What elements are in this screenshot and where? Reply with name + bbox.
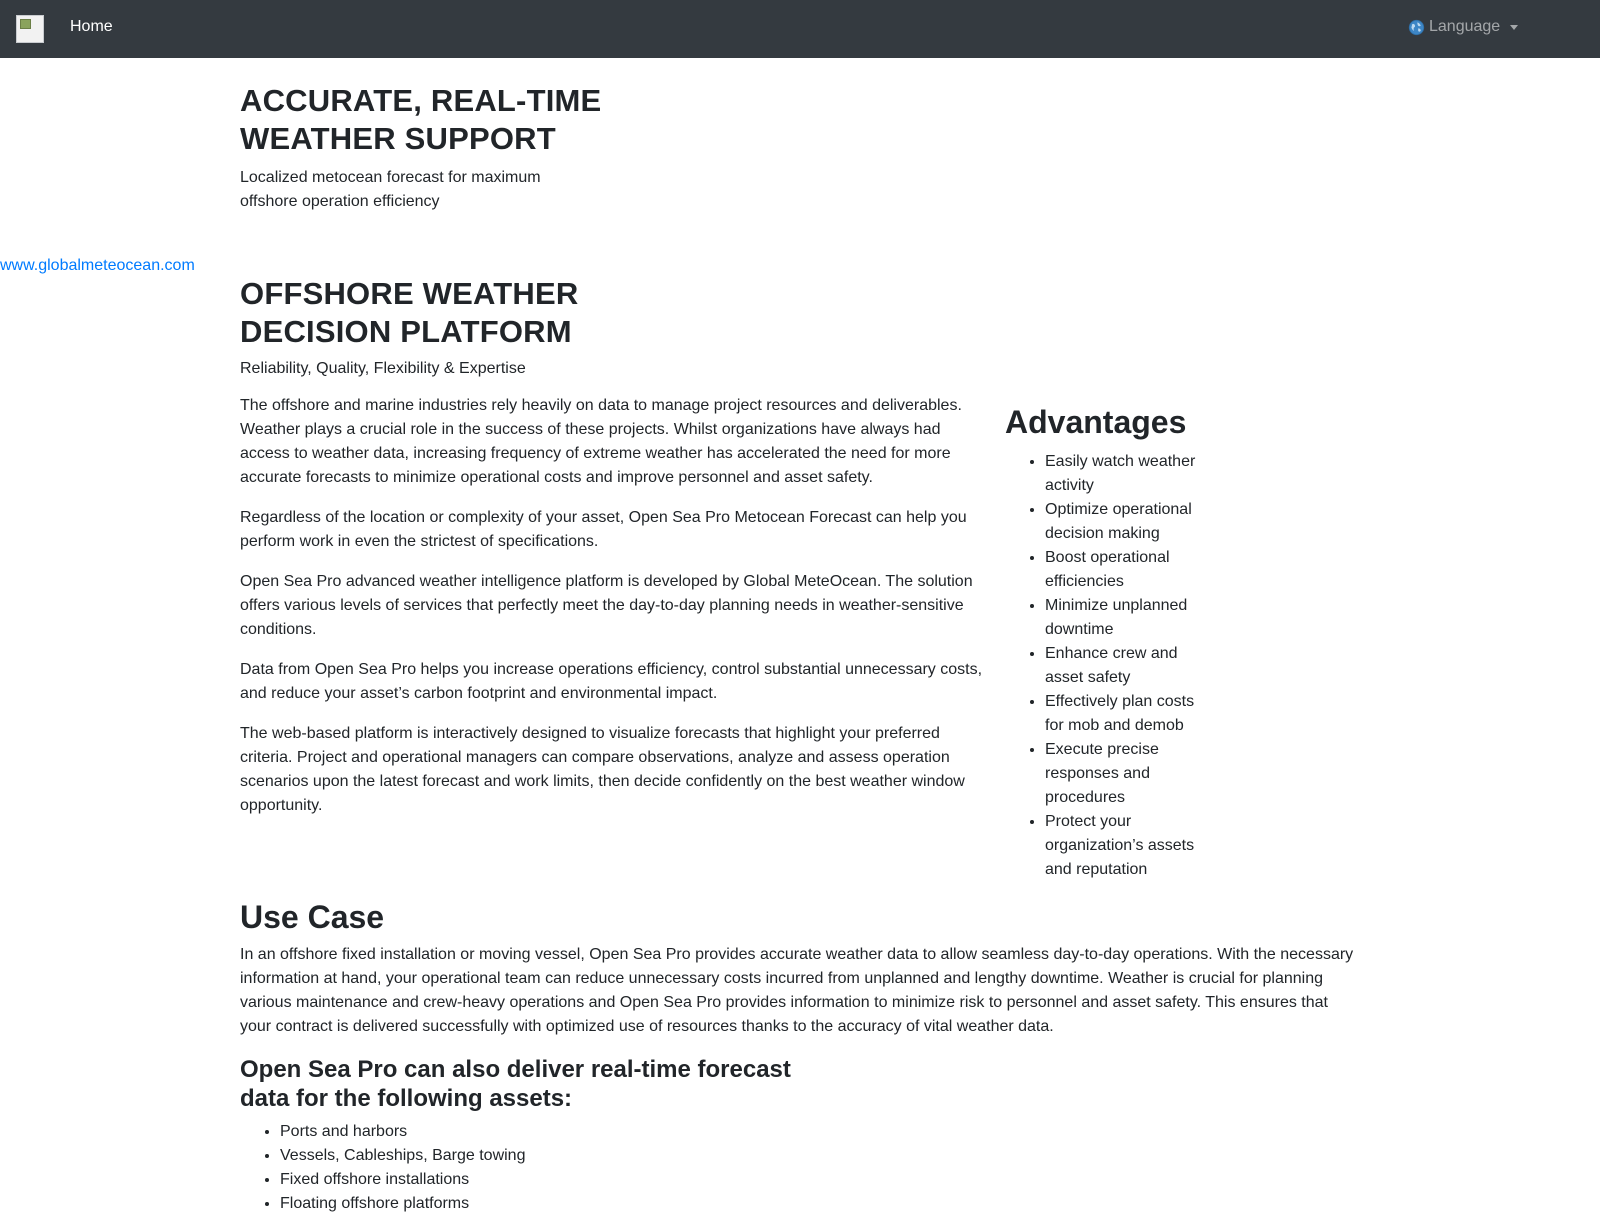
hero-subtitle	[240, 166, 541, 214]
hero-title-line1: ACCURATE, REAL-TIME	[240, 83, 602, 118]
list-item: • Optimize operational decision making	[1045, 498, 1205, 546]
list-item: • Enhance crew and asset safety	[1045, 642, 1205, 690]
website-link[interactable]: www.globalmeteocean.com	[0, 257, 195, 274]
hero-title-line2: WEATHER SUPPORT	[240, 121, 556, 156]
chevron-down-icon	[1510, 25, 1518, 30]
language-dropdown[interactable]	[1408, 18, 1518, 36]
advantages-list	[1005, 450, 1205, 882]
platform-title-line2: DECISION PLATFORM	[240, 314, 572, 349]
platform-title-line1: OFFSHORE WEATHER	[240, 276, 579, 311]
platform-title	[240, 275, 578, 351]
paragraph: Open Sea Pro advanced weather intelligence platform is developed by Global MeteOcean. The solution offers various levels of services that perfectly meet the day-to-day planning needs in weather-sensitive conditions.	[240, 573, 973, 638]
hero-subtitle-line1: Localized metocean forecast for maximum	[240, 169, 541, 186]
list-item: • Fixed offshore installations	[280, 1168, 525, 1192]
language-label: Language	[1429, 18, 1501, 35]
assets-title-line1: Open Sea Pro can also deliver real-time forecast	[240, 1056, 791, 1083]
nav-home-link[interactable]: Home	[70, 18, 113, 35]
top-navbar	[0, 0, 1600, 58]
list-item: • Boost operational efficiencies	[1045, 546, 1205, 594]
hero-subtitle-line2: offshore operation efficiency	[240, 193, 440, 210]
globe-icon	[1408, 19, 1425, 36]
list-item: • Execute precise responses and procedures	[1045, 738, 1205, 810]
list-item: • Protect your organization’s assets and reputation	[1045, 810, 1205, 882]
list-item: • Floating offshore platforms	[280, 1192, 525, 1216]
advantages-title: Advantages	[1005, 404, 1187, 440]
list-item: • Minimize unplanned downtime	[1045, 594, 1205, 642]
paragraph: Data from Open Sea Pro helps you increase operations efficiency, control substantial unnecessary costs, and reduce your asset’s carbon footprint and environmental impact.	[240, 661, 983, 702]
paragraph: Regardless of the location or complexity of your asset, Open Sea Pro Metocean Forecast can help you perform work in even the strictest of specifications.	[240, 509, 967, 550]
assets-list	[240, 1120, 525, 1216]
platform-description	[240, 394, 985, 834]
list-item: • Vessels, Cableships, Barge towing	[280, 1144, 525, 1168]
paragraph: The web-based platform is interactively designed to visualize forecasts that highlight your preferred criteria. Project and operational managers can compare observations, analyze and assess operation scenarios upon the latest forecast and work limits, then decide confidently on the best weather window opportunity.	[240, 725, 965, 814]
use-case-text: In an offshore fixed installation or moving vessel, Open Sea Pro provides accurate weather data to allow seamless day-to-day operations. With the necessary information at hand, your operational team can reduce unnecessary costs incurred from unplanned and lengthy downtime. Weather is crucial for planning various maintenance and crew-heavy operations and Open Sea Pro provides information to minimize risk to personnel and asset safety. This ensures that your contract is delivered successfully with optimized use of resources thanks to the accuracy of vital weather data.	[240, 946, 1354, 1035]
hero-title	[240, 82, 601, 158]
assets-title-line2: data for the following assets:	[240, 1085, 573, 1112]
list-item: • Effectively plan costs for mob and demob	[1045, 690, 1205, 738]
paragraph: The offshore and marine industries rely heavily on data to manage project resources and deliverables. Weather plays a crucial role in the success of these projects. Whilst organizations have always had access to weather data, increasing frequency of extreme weather has accelerated the need for more accurate forecasts to minimize operational costs and improve personnel and asset safety.	[240, 397, 962, 486]
platform-tagline: Reliability, Quality, Flexibility & Expertise	[240, 360, 526, 377]
list-item: • Ports and harbors	[280, 1120, 525, 1144]
broken-image-icon[interactable]	[16, 15, 44, 43]
use-case-title: Use Case	[240, 899, 385, 935]
list-item: • Easily watch weather activity	[1045, 450, 1205, 498]
assets-title	[240, 1055, 791, 1113]
